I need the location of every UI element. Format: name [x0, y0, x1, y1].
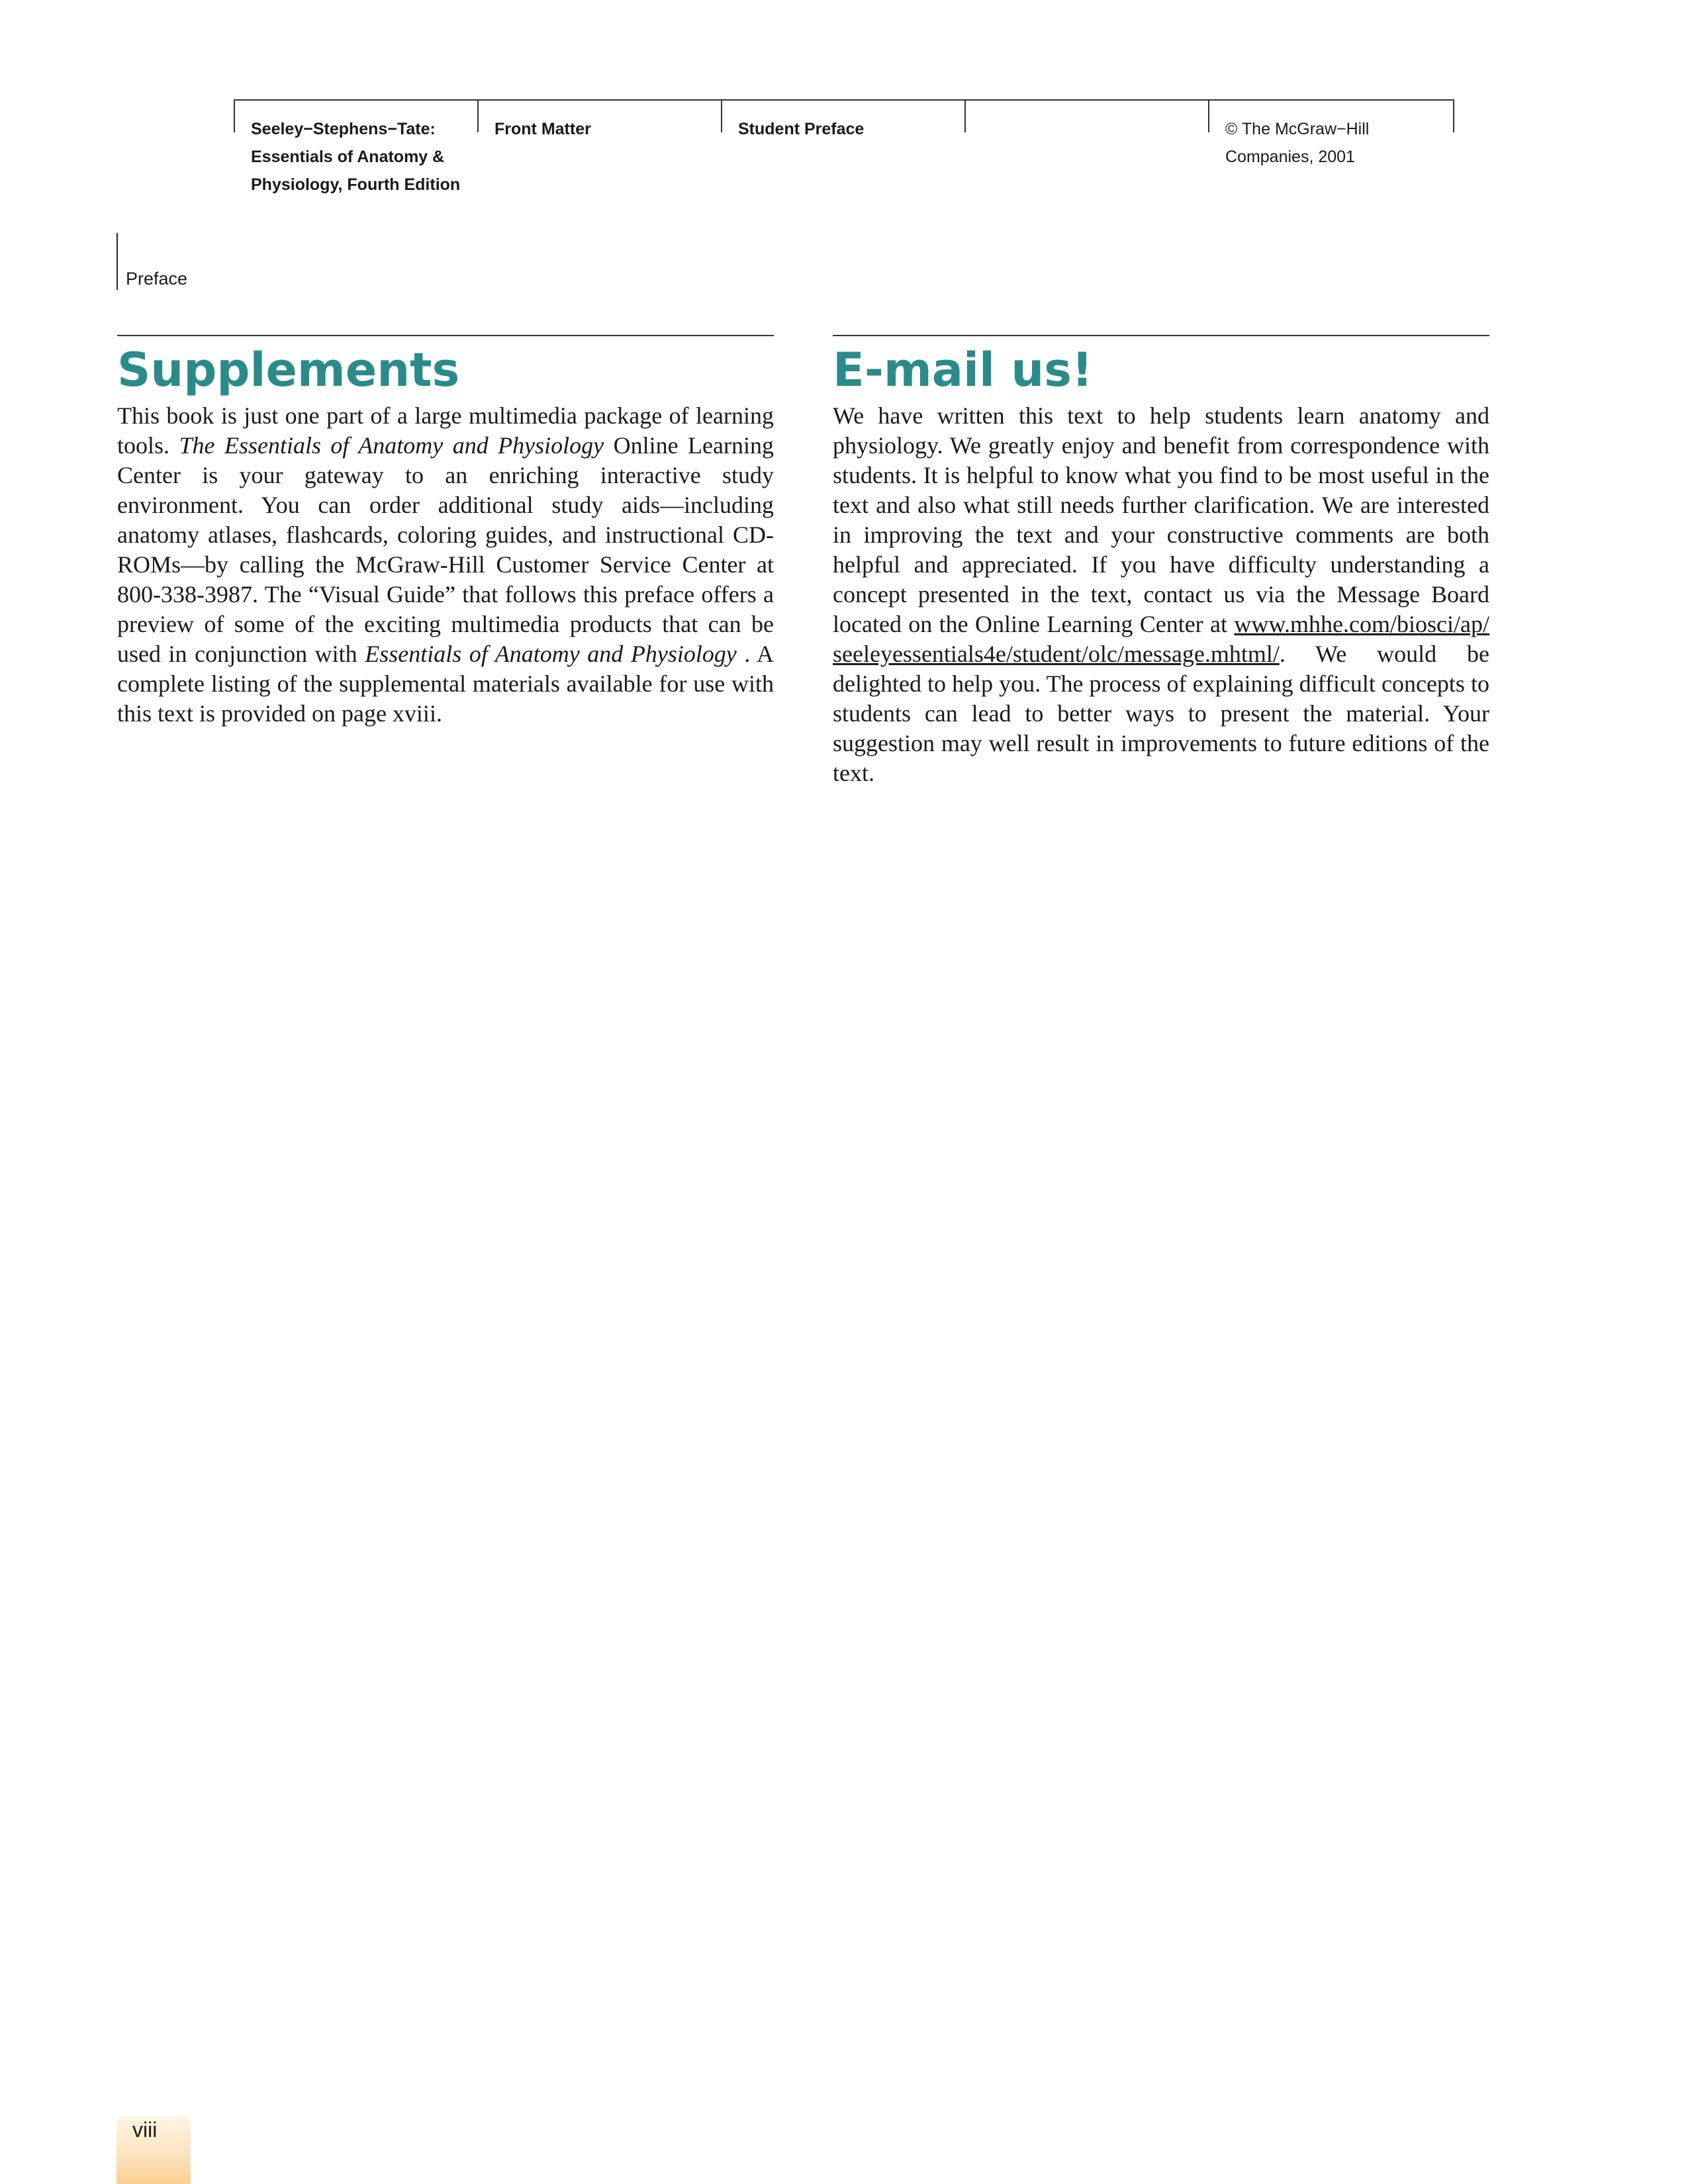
supplements-text-1: This book is just one part of a large multimedia package of learning tools. [117, 402, 774, 459]
email-heading: E-mail us! [833, 343, 1093, 397]
email-text-1: We have written this text to help students learn anatomy and physiology. We greatly enjoy and benefit from correspondence with students. It is helpful to know what you find to be most useful in the text and also what still needs further clarification. We are interested in improving the text and your constructive comments are both helpful and appreciated. If you have difficulty understanding a concept presented in the text, contact us via the Message Board located on the Online Learning Center at [833, 402, 1489, 637]
running-head: Preface [126, 269, 188, 289]
header-book-title-line-2: Essentials of Anatomy & [251, 148, 445, 166]
header-copyright-line-2: Companies, 2001 [1225, 148, 1355, 166]
header-cell-empty [964, 101, 1209, 132]
header-book-title-line-1: Seeley−Stephens−Tate: [251, 120, 436, 138]
supplements-section [117, 335, 774, 729]
email-section [833, 335, 1489, 788]
header-chapter-label: Student Preface [738, 120, 865, 138]
supplements-italic-title-2: Essentials of Anatomy and Physiology [365, 641, 737, 667]
running-head-rule [117, 233, 118, 290]
header-table [234, 99, 1454, 194]
message-board-link[interactable]: www.mhhe.com/biosci/ap/seeleyessentials4e/student/olc/message.mhtml/ [833, 611, 1489, 667]
supplements-text-3: . A complete listing of the supplemental materials available for use with this text is provided on page xviii. [117, 641, 774, 727]
header-copyright-line-1: © The McGraw−Hill [1225, 120, 1370, 138]
header-cell-book-title [234, 101, 479, 194]
header-part-label: Front Matter [494, 120, 591, 138]
supplements-paragraph [117, 401, 774, 729]
supplements-heading: Supplements [117, 343, 460, 397]
page-number: viii [132, 2118, 158, 2142]
email-text-2: . We would be delighted to help you. The process of explaining difficult concepts to students can lead to better ways to present the material. Your suggestion may well result in improvements to future editions of the text. [833, 641, 1489, 786]
header-book-title-line-3: Physiology, Fourth Edition [251, 175, 461, 194]
header-cell-chapter [721, 101, 966, 138]
supplements-text-2: Online Learning Center is your gateway to an enriching interactive study environment. You can order additional study aids—including anatomy atlases, flashcards, coloring guides, and instructional CD-ROMs—by calling the McGraw-Hill Customer Service Center at 800-338-3987. The “Visual Guide” that follows this preface offers a preview of some of the exciting multimedia products that can be used in conjunction with [117, 432, 774, 667]
supplements-italic-title-1: The Essentials of Anatomy and Physiology [179, 432, 604, 459]
header-cell-copyright [1208, 101, 1454, 166]
email-paragraph [833, 401, 1489, 788]
header-cell-part [477, 101, 722, 138]
